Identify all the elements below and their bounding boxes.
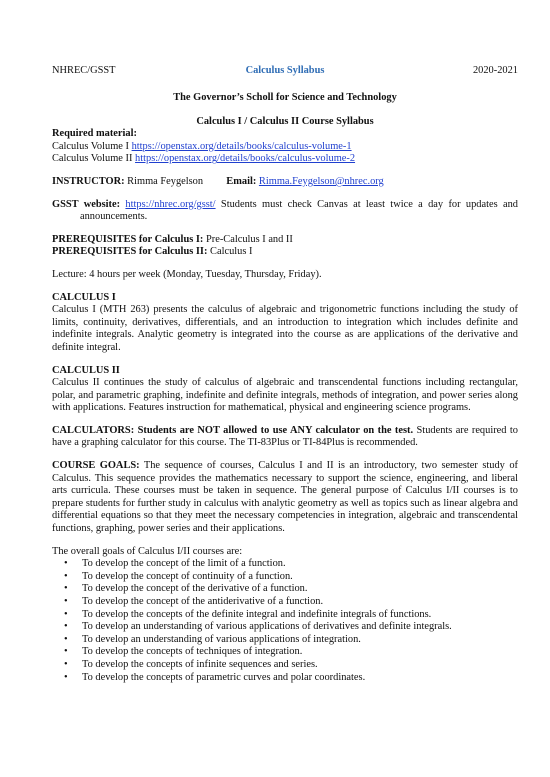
prereq-calc1-value: Pre-Calculus I and II (205, 233, 293, 245)
overall-goals-intro: The overall goals of Calculus I/II courses are: (52, 545, 243, 557)
prereq-calc2 (52, 246, 518, 259)
calc1-description: Calculus I (MTH 263) presents the calculus of algebraic and trigonometric functions including the study of limits, continuity, derivatives, differentials, and an introduction to integration which includes definite and indefinite integrals. Analytic geometry is integrated into the course as are applications of the derivative and definite integral. (52, 304, 518, 353)
document-body (52, 92, 518, 684)
instructor-line (52, 176, 518, 189)
list-item: • To develop the concept of the antiderivative of a function. (52, 596, 518, 609)
calculators-policy: CALCULATORS: Students are NOT allowed to use ANY calculator on the test. (52, 424, 414, 436)
website-note: Students must check Canvas at least twice a day for updates and announcements. (80, 198, 518, 223)
instructor-name: Rimma Feygelson (127, 175, 204, 187)
prereq-calc2-value: Calculus I (210, 246, 253, 258)
course-goals-label: COURSE GOALS: (52, 460, 140, 472)
required-material-heading: Required material: (52, 128, 137, 140)
calc2-heading: CALCULUS II (52, 364, 120, 376)
prereq-calc2-label: PREREQUISITES for Calculus II: (52, 246, 208, 258)
list-item: • To develop an understanding of various applications of integration. (52, 634, 518, 647)
list-item: • To develop the concepts of infinite sequences and series. (52, 659, 518, 672)
prereq-calc1-label: PREREQUISITES for Calculus I: (52, 233, 204, 245)
header-year: 2020-2021 (472, 65, 518, 76)
header-left: NHREC/GSST (52, 65, 116, 76)
website-label: GSST website: (52, 198, 121, 210)
lecture-hours: Lecture: 4 hours per week (Monday, Tuesday, Thursday, Friday). (52, 268, 322, 280)
list-item: • To develop the concept of continuity of a function. (52, 571, 518, 584)
calculators-paragraph (52, 425, 518, 450)
list-item: • To develop the concept of the derivative of a function. (52, 583, 518, 596)
calculators-note: Students are required to have a graphing calculator for this course. The TI-83Plus or TI-84Plus is recommended. (52, 424, 518, 449)
volume-2-label: Calculus Volume II (52, 153, 133, 165)
course-goals-text: The sequence of courses, Calculus I and II is an introductory, two semester study of Calculus. This sequence provides the mathematics necessary to support the science, engineering, and liberal arts curricula. These courses must be taken in sequence. The general purpose of Calculus I/II courses is to prepare students for further study in calculus with analytic geometry as well as topics such as linear algebra and differential equations so that they meet the necessary competencies in integration, algebraic and transcendental functions, graphing, power series and their applications. (52, 460, 518, 535)
list-item: • To develop the concept of the limit of a function. (52, 558, 518, 571)
header-title: Calculus Syllabus (245, 65, 325, 76)
required-volume-2 (52, 153, 518, 166)
course-goals-paragraph (52, 460, 518, 536)
list-item: • To develop an understanding of various applications of derivatives and definite integrals. (52, 621, 518, 634)
calc2-description: Calculus II continues the study of calculus of algebraic and transcendental functions including rectangular, polar, and parametric graphing, indefinite and definite integrals, methods of integration, and power series along with applications. Features instruction for mathematical, physical and engineering science programs. (52, 377, 518, 414)
website-line (52, 199, 518, 224)
list-item: • To develop the concepts of parametric curves and polar coordinates. (52, 672, 518, 685)
prereq-calc1 (52, 234, 518, 247)
volume-1-link[interactable]: https://openstax.org/details/books/calculus-volume-1 (131, 140, 352, 152)
overall-goals-list (52, 558, 518, 684)
volume-1-label: Calculus Volume I (52, 140, 129, 152)
required-volume-1 (52, 141, 518, 154)
website-link[interactable]: https://nhrec.org/gsst/ (125, 198, 216, 210)
page-header (52, 65, 518, 79)
volume-2-link[interactable]: https://openstax.org/details/books/calculus-volume-2 (135, 153, 356, 165)
list-item: • To develop the concepts of the definite integral and indefinite integrals of functions. (52, 609, 518, 622)
course-title: Calculus I / Calculus II Course Syllabus (196, 115, 374, 127)
instructor-email-link[interactable]: Rimma.Feygelson@nhrec.org (258, 175, 384, 187)
instructor-label: INSTRUCTOR: (52, 175, 125, 187)
calc1-heading: CALCULUS I (52, 291, 116, 303)
email-label: Email: (226, 175, 257, 187)
list-item: • To develop the concepts of techniques of integration. (52, 646, 518, 659)
school-name: The Governor’s Scholl for Science and Technology (173, 92, 397, 103)
